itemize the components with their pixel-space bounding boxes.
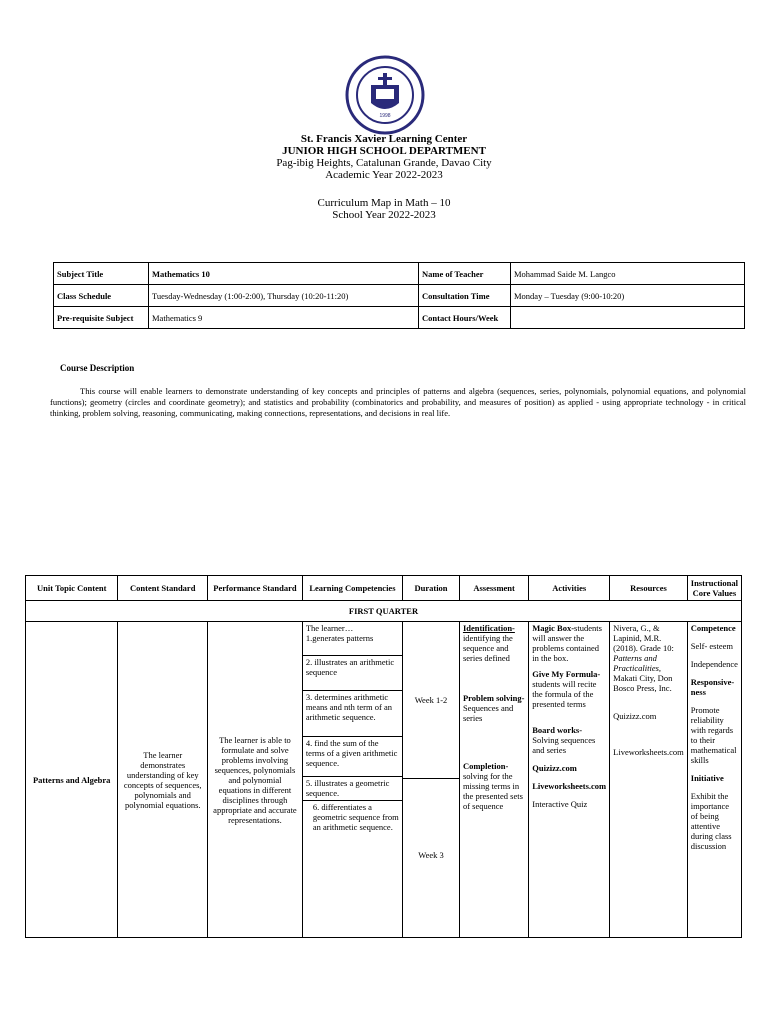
header-content-standard: Content Standard	[118, 576, 208, 601]
unit-topic: Patterns and Algebra	[26, 622, 118, 938]
curriculum-map-title: Curriculum Map in Math – 10	[317, 197, 451, 209]
value-title: Responsive-ness	[690, 677, 735, 697]
value-title: Initiative	[690, 773, 724, 783]
subject-title-label: Subject Title	[54, 263, 149, 285]
resource-publisher: Makati City, Don Bosco Press, Inc.	[613, 673, 673, 693]
competency-item: The learner… 1.generates patterns	[303, 622, 402, 656]
competency-item: 6. differentiates a geometric sequence from an arithmetic sequence.	[312, 802, 399, 832]
map-header-row	[26, 576, 742, 601]
curriculum-map-table	[25, 575, 742, 938]
activity-text: students will answer the problems contained in the box.	[532, 623, 602, 663]
school-seal-logo	[345, 55, 425, 135]
assessment-text: Sequences and series	[462, 703, 514, 723]
subject-title-value: Mathematics 10	[149, 263, 419, 285]
activity-interactive-quiz: Interactive Quiz	[532, 799, 588, 809]
header-performance-standard: Performance Standard	[208, 576, 303, 601]
contact-hours-label: Contact Hours/Week	[419, 307, 511, 329]
assessment-text: solving for the missing terms in the presented sets of sequence	[462, 771, 523, 811]
header-unit: Unit Topic Content	[26, 576, 118, 601]
header-values: Instructional Core Values	[687, 576, 741, 601]
course-description-title: Course Description	[60, 363, 135, 373]
resource-text: Nivera, G., & Lapinid, M.R. (2018). Grade 10:	[613, 623, 674, 653]
course-description-body: This course will enable learners to demonstrate understanding of key concepts and principles of patterns and algebra (sequences, series, polynomials, polynomial equations, and polynomial functions); geometry (circles and coordinate geometry); and statistics and probability (combinatorics and probability, and measures of position) as applied - using appropriate technology - in critical thinking, problem solving, reasoning, communicating, making connections, representations, and decisions in real life.	[50, 386, 746, 418]
schedule-label: Class Schedule	[54, 285, 149, 307]
resources-cell	[610, 622, 688, 938]
performance-standard: The learner is able to formulate and solve problems involving sequences, polynomials and polynomial equations in different disciplines through appropriate and accurate representations.	[208, 622, 303, 938]
header-assessment: Assessment	[459, 576, 528, 601]
activity-text: students will recite the formula of the presented terms	[532, 679, 597, 709]
assessment-cell	[459, 622, 528, 938]
competency-item: 2. illustrates an arithmetic sequence	[303, 656, 402, 691]
school-year: School Year 2022-2023	[332, 209, 436, 221]
contact-hours-value	[511, 307, 745, 329]
header-activities: Activities	[529, 576, 610, 601]
assessment-title: Identification-	[462, 623, 515, 633]
activity-liveworksheets: Liveworksheets.com	[532, 781, 607, 791]
value-text: Independence	[690, 659, 738, 669]
value-text: Exhibit the importance of being attentive during class discussion	[690, 791, 732, 851]
competency-item: 4. find the sum of the terms of a given arithmetic sequence.	[303, 737, 402, 777]
activity-title: Give My Formula-	[532, 669, 601, 679]
duration-cell	[403, 622, 460, 938]
duration-week-3: Week 3	[418, 850, 444, 860]
header-competencies: Learning Competencies	[302, 576, 402, 601]
duration-week-1-2: Week 1-2	[403, 622, 459, 779]
svg-text:1998: 1998	[379, 113, 391, 119]
value-title: Competence	[690, 623, 736, 633]
activities-cell	[529, 622, 610, 938]
value-text: Promote reliability with regards to their mathematical skills	[690, 705, 737, 765]
course-description-text	[50, 386, 746, 419]
quarter-label: FIRST QUARTER	[26, 601, 742, 622]
assessment-text: identifying the sequence and series defined	[462, 633, 513, 663]
resource-book-title: Patterns and Practicalities,	[613, 653, 662, 673]
resource-quizizz: Quizizz.com	[613, 711, 657, 721]
header-duration: Duration	[403, 576, 460, 601]
activity-quizizz: Quizizz.com	[532, 763, 577, 773]
activity-title: Board works-	[532, 725, 583, 735]
consultation-value: Monday – Tuesday (9:00-10:20)	[511, 285, 745, 307]
header-resources: Resources	[610, 576, 688, 601]
competencies-cell	[302, 622, 402, 938]
values-cell	[687, 622, 741, 938]
activity-title: Magic Box-	[532, 623, 575, 633]
assessment-title: Problem solving-	[462, 693, 525, 703]
competency-item: 3. determines arithmetic means and nth term of an arithmetic sequence.	[303, 691, 402, 737]
activity-text: Solving sequences and series	[532, 735, 596, 755]
school-address: Pag-ibig Heights, Catalunan Grande, Davao City	[276, 157, 492, 169]
teacher-value: Mohammad Saide M. Langco	[511, 263, 745, 285]
subject-info-table	[53, 262, 745, 329]
prereq-value: Mathematics 9	[149, 307, 419, 329]
competency-item: 5. illustrates a geometric sequence.	[303, 777, 402, 801]
resource-liveworksheets: Liveworksheets.com	[613, 747, 684, 757]
prereq-label: Pre-requisite Subject	[54, 307, 149, 329]
department-name: JUNIOR HIGH SCHOOL DEPARTMENT	[282, 145, 486, 157]
value-text: Self- esteem	[690, 641, 734, 651]
teacher-label: Name of Teacher	[419, 263, 511, 285]
academic-year: Academic Year 2022-2023	[325, 169, 443, 181]
consultation-label: Consultation Time	[419, 285, 511, 307]
schedule-value: Tuesday-Wednesday (1:00-2:00), Thursday (10:20-11:20)	[149, 285, 419, 307]
school-name: St. Francis Xavier Learning Center	[300, 133, 468, 145]
assessment-title: Completion-	[462, 761, 509, 771]
content-standard: The learner demonstrates understanding of key concepts of sequences, polynomials and polynomial equations.	[118, 622, 208, 938]
